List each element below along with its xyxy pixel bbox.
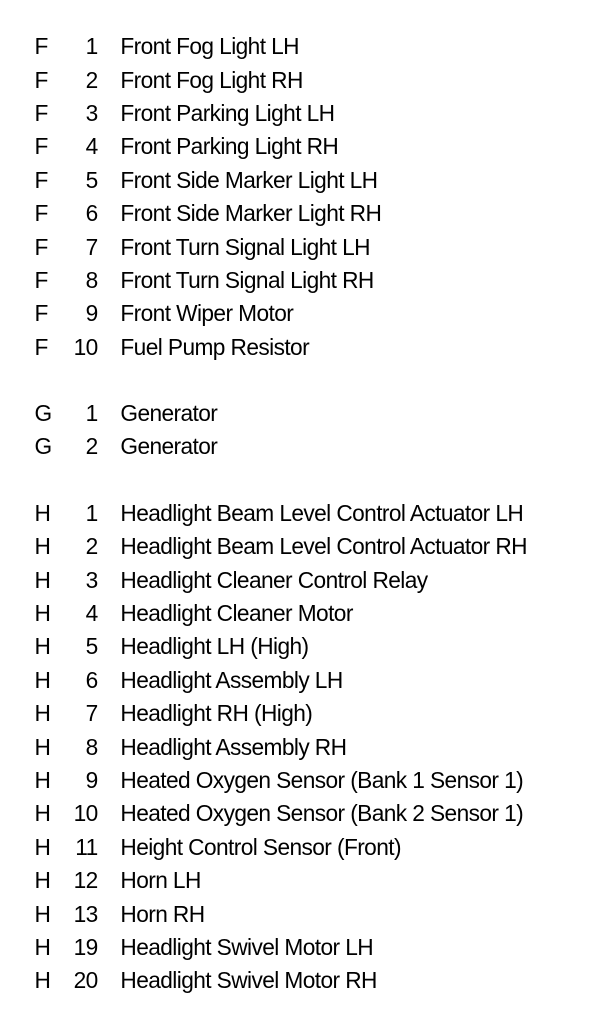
- component-number: 10: [73, 800, 98, 827]
- component-row: [0, 164, 600, 197]
- component-number: 10: [73, 333, 98, 360]
- component-index-list: [0, 30, 608, 998]
- component-row: [0, 964, 600, 997]
- component-number: 6: [85, 200, 98, 227]
- component-row: [0, 397, 600, 430]
- component-letter: H: [34, 933, 51, 960]
- component-row: [0, 297, 600, 330]
- component-row: [0, 30, 600, 63]
- component-row: [0, 697, 600, 730]
- component-number: 12: [73, 867, 98, 894]
- component-number: 20: [73, 967, 98, 994]
- component-description: Front Side Marker Light LH: [120, 166, 378, 193]
- component-number: 1: [85, 499, 98, 526]
- component-description: Front Parking Light RH: [120, 133, 339, 160]
- component-letter: H: [34, 700, 51, 727]
- component-letter: F: [34, 200, 48, 227]
- component-letter: H: [34, 833, 51, 860]
- component-letter: F: [34, 66, 48, 93]
- component-description: Headlight Beam Level Control Actuator LH: [120, 499, 524, 526]
- component-description: Headlight Swivel Motor LH: [120, 933, 374, 960]
- component-number: 9: [85, 767, 98, 793]
- component-letter: H: [34, 800, 51, 827]
- component-row: [0, 331, 600, 364]
- component-number: 8: [85, 733, 98, 760]
- component-letter: F: [34, 233, 48, 260]
- component-row: [0, 63, 600, 96]
- component-row: [0, 764, 600, 797]
- component-number: 2: [85, 433, 98, 460]
- component-letter: H: [34, 867, 51, 894]
- component-row: [0, 264, 600, 297]
- component-description: Generator: [120, 433, 218, 460]
- component-row: [0, 563, 600, 596]
- component-row: [0, 597, 600, 630]
- component-number: 3: [85, 566, 98, 593]
- component-description: Horn LH: [120, 867, 201, 894]
- component-row: [0, 831, 600, 864]
- component-description: Fuel Pump Resistor: [120, 333, 310, 360]
- component-description: Headlight RH (High): [120, 700, 313, 727]
- component-description: Headlight Cleaner Motor: [120, 600, 353, 627]
- component-row: [0, 430, 600, 463]
- component-number: 4: [85, 600, 98, 627]
- component-number: 4: [85, 133, 98, 160]
- component-description: Headlight LH (High): [120, 633, 309, 660]
- component-row: [0, 497, 600, 530]
- component-letter: H: [34, 767, 51, 793]
- component-letter: F: [34, 133, 48, 160]
- component-description: Headlight Assembly LH: [120, 666, 343, 693]
- component-letter: H: [34, 900, 51, 927]
- component-letter: H: [34, 600, 51, 627]
- component-description: Height Control Sensor (Front): [120, 833, 401, 860]
- component-number: 8: [85, 266, 98, 293]
- component-number: 2: [85, 533, 98, 560]
- component-letter: H: [34, 499, 51, 526]
- component-description: Headlight Cleaner Control Relay: [120, 566, 428, 593]
- component-number: 7: [85, 700, 98, 727]
- component-description: Front Fog Light LH: [120, 33, 299, 60]
- component-row: [0, 797, 600, 830]
- component-description: Horn RH: [120, 900, 205, 927]
- component-row: [0, 630, 600, 663]
- component-description: Headlight Swivel Motor RH: [120, 967, 377, 994]
- component-letter: H: [34, 633, 51, 660]
- component-description: Front Parking Light LH: [120, 99, 335, 126]
- component-number: 13: [73, 900, 98, 927]
- component-number: 5: [85, 166, 98, 193]
- component-letter: H: [34, 967, 51, 994]
- component-number: 7: [85, 233, 98, 260]
- component-letter: F: [34, 33, 48, 60]
- component-row: [0, 197, 600, 230]
- component-description: Front Turn Signal Light RH: [120, 266, 374, 293]
- component-description: Front Wiper Motor: [120, 300, 294, 327]
- component-number: 1: [85, 33, 98, 60]
- component-description: Front Fog Light RH: [120, 66, 303, 93]
- component-letter: G: [34, 400, 52, 427]
- component-row: [0, 931, 600, 964]
- component-description: Headlight Assembly RH: [120, 733, 347, 760]
- component-row: [0, 664, 600, 697]
- component-number: 6: [85, 666, 98, 693]
- component-letter: H: [34, 533, 51, 560]
- component-description: Front Turn Signal Light LH: [120, 233, 370, 260]
- component-row: [0, 230, 600, 263]
- component-row: [0, 97, 600, 130]
- component-number: 1: [85, 400, 98, 427]
- component-description: Heated Oxygen Sensor (Bank 1 Sensor 1): [120, 767, 524, 793]
- component-row: [0, 897, 600, 930]
- component-description: Front Side Marker Light RH: [120, 200, 382, 227]
- component-group-g: [0, 397, 608, 464]
- component-row: [0, 730, 600, 763]
- component-number: 3: [85, 99, 98, 126]
- component-letter: F: [34, 300, 48, 327]
- component-group-h: [0, 497, 608, 998]
- component-description: Heated Oxygen Sensor (Bank 2 Sensor 1): [120, 800, 524, 827]
- component-description: Generator: [120, 400, 218, 427]
- component-letter: F: [34, 266, 48, 293]
- component-letter: H: [34, 733, 51, 760]
- component-row: [0, 530, 600, 563]
- component-number: 2: [85, 66, 98, 93]
- component-row: [0, 864, 600, 897]
- component-number: 11: [75, 833, 98, 860]
- component-letter: H: [34, 666, 51, 693]
- component-letter: F: [34, 166, 48, 193]
- component-description: Headlight Beam Level Control Actuator RH: [120, 533, 527, 560]
- component-letter: G: [34, 433, 52, 460]
- component-letter: F: [34, 99, 48, 126]
- component-letter: H: [34, 566, 51, 593]
- component-group-f: [0, 30, 608, 364]
- component-row: [0, 130, 600, 163]
- component-number: 9: [85, 300, 98, 327]
- component-letter: F: [34, 333, 48, 360]
- component-number: 5: [85, 633, 98, 660]
- component-number: 19: [73, 933, 98, 960]
